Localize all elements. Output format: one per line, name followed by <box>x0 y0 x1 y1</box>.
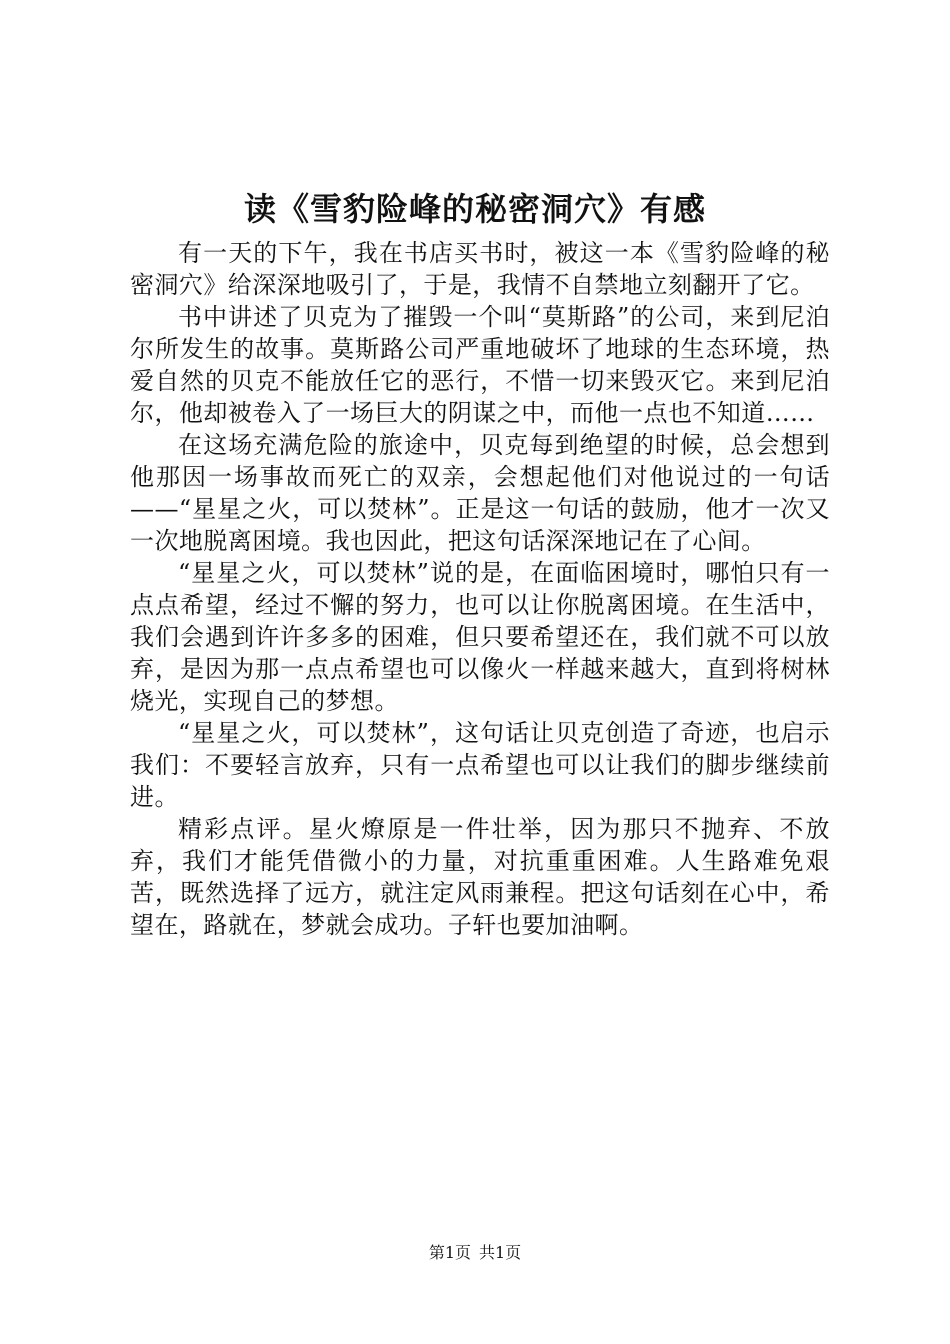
paragraph-6: 精彩点评。星火燎原是一件壮举，因为那只不抛弃、不放弃，我们才能凭借微小的力量，对抗重重困难。人生路难免艰苦，既然选择了远方，就注定风雨兼程。把这句话刻在心中，希望在，路就在，梦就会成功。子轩也要加油啊。 <box>130 815 830 939</box>
paragraph-5: “星星之火，可以焚林”，这句话让贝克创造了奇迹，也启示我们：不要轻言放弃，只有一点希望也可以让我们的脚步继续前进。 <box>130 719 830 811</box>
page-footer <box>0 1241 950 1265</box>
paragraph-2: 书中讲述了贝克为了摧毁一个叫“莫斯路”的公司，来到尼泊尔所发生的故事。莫斯路公司严重地破坏了地球的生态环境，热爱自然的贝克不能放任它的恶行，不惜一切来毁灭它。来到尼泊尔，他却被卷入了一场巨大的阴谋之中，而他一点也不知道…… <box>130 303 830 427</box>
paragraph-1: 有一天的下午，我在书店买书时，被这一本《雪豹险峰的秘密洞穴》给深深地吸引了，于是，我情不自禁地立刻翻开了它。 <box>130 239 830 299</box>
paragraph-3: 在这场充满危险的旅途中，贝克每到绝望的时候，总会想到他那因一场事故而死亡的双亲，会想起他们对他说过的一句话——“星星之火，可以焚林”。正是这一句话的鼓励，他才一次又一次地脱离困境。我也因此，把这句话深深地记在了心间。 <box>130 431 830 555</box>
page-number-total: 共1页 <box>479 1243 522 1262</box>
page-number-current: 第1页 <box>428 1243 471 1262</box>
document-title: 读《雪豹险峰的秘密洞穴》有感 <box>243 190 706 228</box>
paragraph-4: “星星之火，可以焚林”说的是，在面临困境时，哪怕只有一点点希望，经过不懈的努力，也可以让你脱离困境。在生活中，我们会遇到许许多多的困难，但只要希望还在，我们就不可以放弃，是因为那一点点希望也可以像火一样越来越大，直到将树林烧光，实现自己的梦想。 <box>130 559 830 715</box>
document-body <box>130 237 830 941</box>
